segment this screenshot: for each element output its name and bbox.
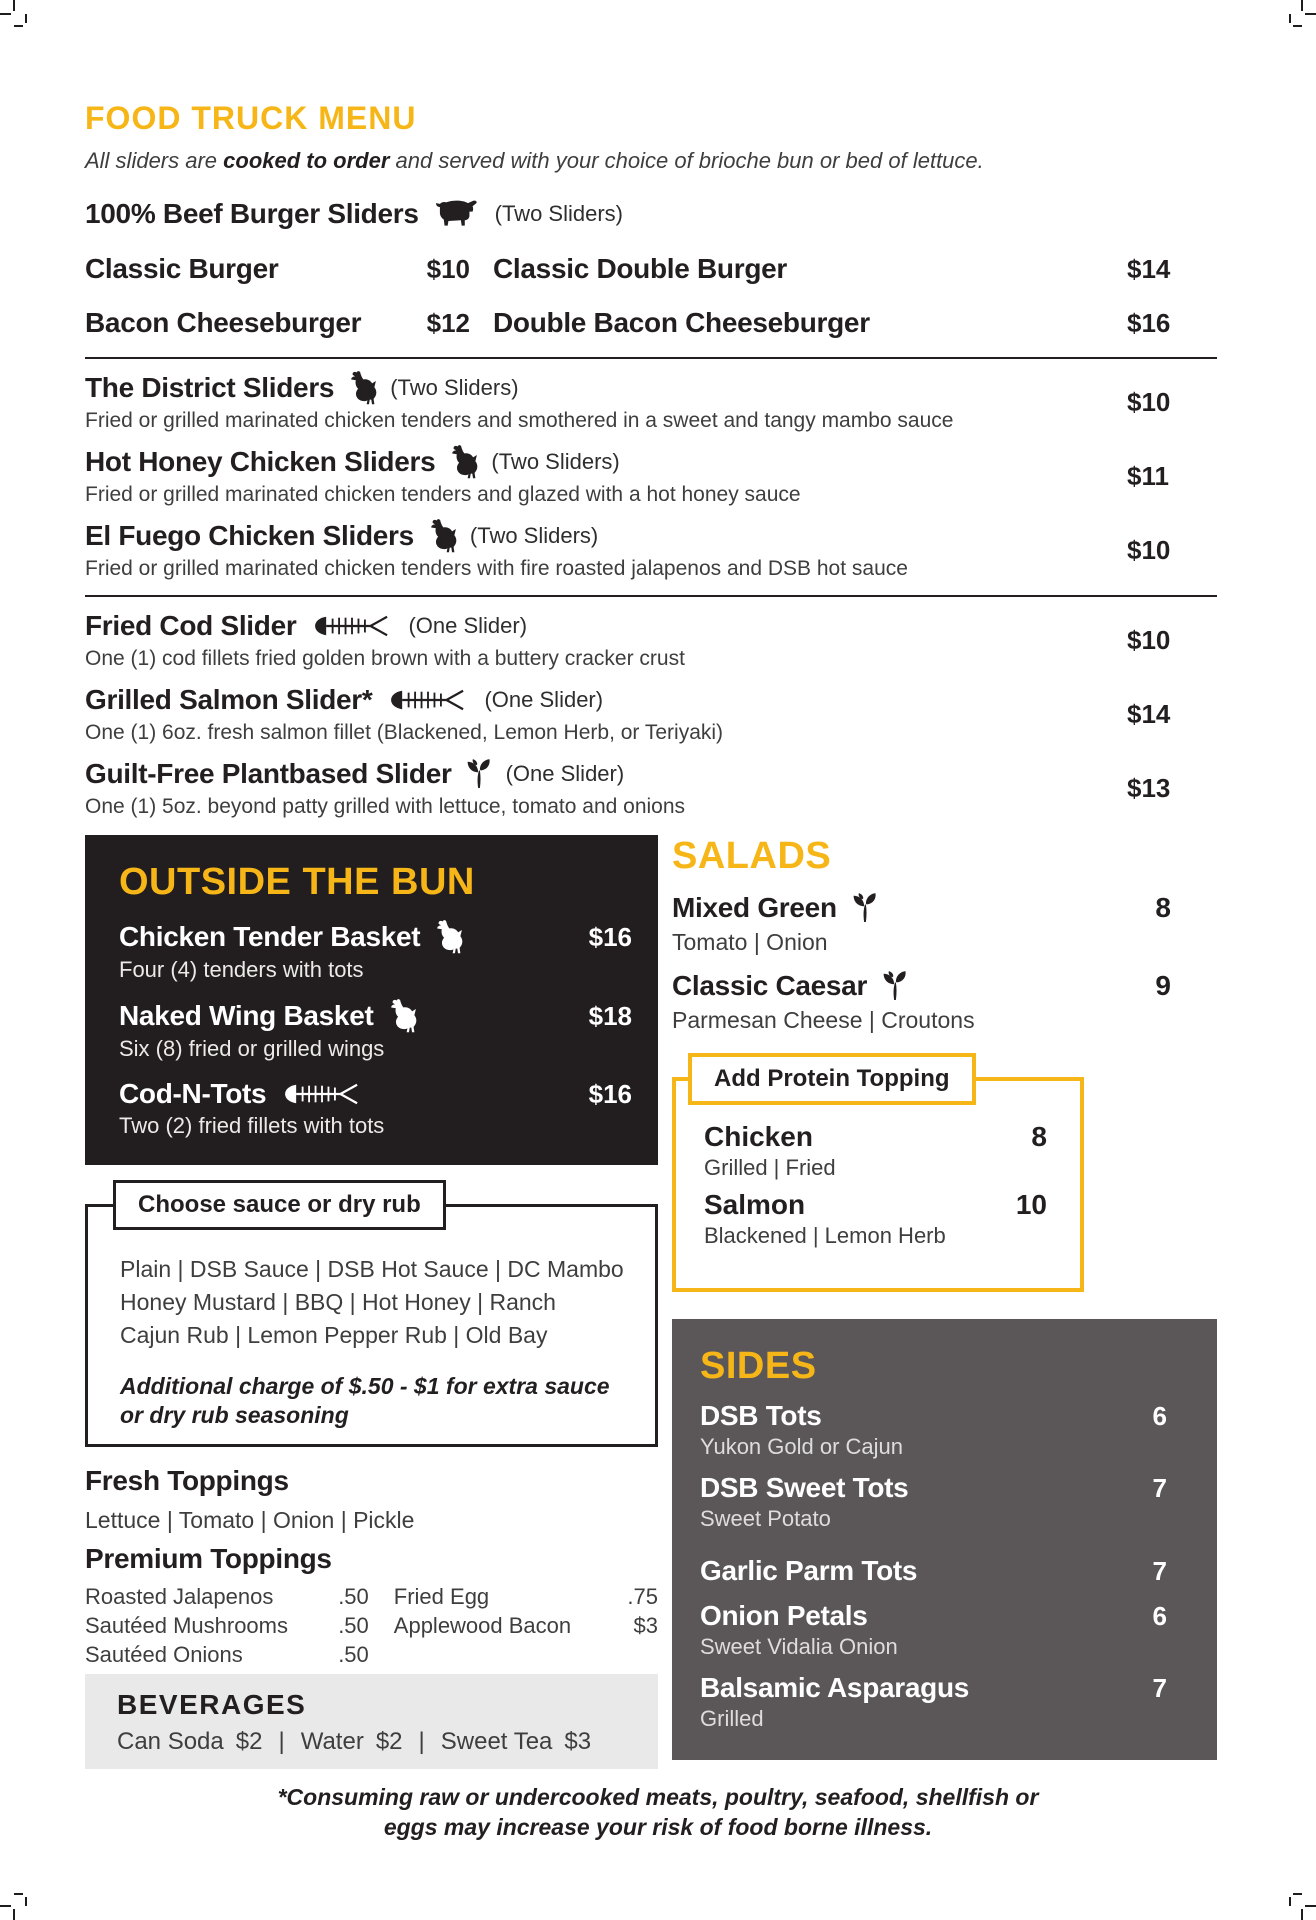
serving-size: (Two Sliders): [469, 523, 599, 548]
topping-name: Applewood Bacon: [393, 1613, 572, 1638]
item-price: 6: [1152, 1400, 1167, 1431]
sauce-section: [85, 1191, 658, 1447]
item-description: Yukon Gold or Cajun: [700, 1434, 904, 1459]
item-price: $12: [426, 308, 470, 338]
list-divider: |: [278, 1728, 285, 1755]
menu-content: [85, 100, 1217, 1769]
plant-icon: [851, 892, 879, 924]
item-description: One (1) 6oz. fresh salmon fillet (Blackened, Lemon Herb, or Teriyaki): [85, 721, 724, 744]
section-beef-header: [85, 197, 1217, 231]
plant-icon: [465, 758, 493, 790]
panel-title: SIDES: [700, 1345, 817, 1387]
item-name: Mixed Green: [672, 892, 837, 923]
disclaimer-line-1: *Consuming raw or undercooked meats, poultry, seafood, shellfish or: [277, 1784, 1039, 1810]
item-description: Blackened | Lemon Herb: [704, 1223, 946, 1248]
item-name: Onion Petals: [700, 1600, 868, 1631]
sides-panel: [672, 1319, 1217, 1760]
item-price: 10: [1015, 1189, 1047, 1220]
crop-mark-top-right: [1282, 0, 1316, 34]
tagline-bold: cooked to order: [223, 148, 390, 173]
sauce-options-line: Plain | DSB Sauce | DSB Hot Sauce | DC Mambo: [120, 1256, 624, 1282]
topping-price: .75: [627, 1584, 658, 1609]
menu-item: [85, 445, 1217, 507]
chicken-icon: [347, 371, 377, 405]
item-name: Fried Cod Slider: [85, 610, 297, 641]
crop-mark-bottom-left: [0, 1886, 34, 1920]
item-name: El Fuego Chicken Sliders: [85, 520, 414, 551]
item-description: Six (8) fried or grilled wings: [119, 1036, 385, 1061]
item-name: Cod-N-Tots: [119, 1078, 267, 1109]
item-price: $13: [1127, 772, 1171, 803]
lower-region: [85, 835, 1217, 1769]
consumption-disclaimer: [0, 1782, 1316, 1842]
crop-mark-bottom-right: [1282, 1886, 1316, 1920]
topping-name: Sautéed Mushrooms: [85, 1613, 288, 1638]
topping-name: Roasted Jalapenos: [85, 1584, 274, 1609]
topping-price: $3: [633, 1613, 658, 1638]
item-description: Four (4) tenders with tots: [119, 957, 364, 982]
item-price: 7: [1152, 1555, 1167, 1586]
sauce-box-label: Choose sauce or dry rub: [113, 1180, 446, 1230]
menu-item: [700, 1600, 1167, 1659]
item-price: 9: [1155, 970, 1171, 1001]
premium-toppings-title: Premium Toppings: [85, 1543, 332, 1574]
menu-item: [85, 307, 470, 341]
item-name: Garlic Parm Tots: [700, 1555, 918, 1586]
item-description: Sweet Vidalia Onion: [700, 1634, 898, 1659]
beverage-name: Water: [300, 1728, 364, 1755]
item-name: Chicken: [704, 1121, 813, 1152]
fishbone-icon: [385, 688, 471, 712]
topping-row: [85, 1582, 369, 1611]
fishbone-icon: [309, 614, 395, 638]
item-price: 6: [1152, 1600, 1167, 1631]
tagline: All sliders are cooked to order and served with your choice of brioche bun or bed of lettuce.: [85, 148, 984, 173]
item-price: 7: [1152, 1472, 1167, 1503]
topping-name: Sautéed Onions: [85, 1642, 243, 1667]
item-price: $16: [588, 1078, 632, 1109]
fresh-toppings-title: Fresh Toppings: [85, 1465, 289, 1496]
disclaimer-line-2: eggs may increase your risk of food borne illness.: [383, 1814, 933, 1840]
divider: [85, 595, 1217, 597]
topping-row: [85, 1640, 369, 1669]
item-description: Two (2) fried fillets with tots: [119, 1113, 385, 1138]
item-name: Naked Wing Basket: [119, 1000, 374, 1031]
serving-size: (One Slider): [484, 687, 604, 712]
menu-item: [85, 757, 1217, 819]
fishbone-icon: [279, 1082, 365, 1106]
serving-size: (Two Sliders): [390, 375, 519, 400]
plant-icon: [881, 970, 909, 1002]
menu-item: [85, 253, 470, 287]
item-price: $18: [588, 1000, 632, 1031]
section-title: 100% Beef Burger Sliders: [85, 198, 419, 229]
menu-item: [700, 1400, 1167, 1459]
menu-item: [119, 999, 632, 1061]
item-name: Grilled Salmon Slider*: [85, 684, 373, 715]
item-price: 7: [1152, 1672, 1167, 1703]
item-name: The District Sliders: [85, 372, 335, 403]
item-price: $16: [1127, 308, 1171, 338]
item-price: 8: [1031, 1121, 1047, 1152]
serving-size: (Two Sliders): [494, 201, 623, 226]
sauce-box: [85, 1204, 658, 1447]
menu-item: [672, 970, 1217, 1033]
item-price: $10: [1127, 386, 1171, 417]
sauce-options-line: Honey Mustard | BBQ | Hot Honey | Ranch: [120, 1289, 556, 1315]
page-title: FOOD TRUCK MENU: [85, 100, 417, 136]
item-description: One (1) cod fillets fried golden brown with a buttery cracker crust: [85, 647, 685, 670]
item-name: Salmon: [704, 1189, 806, 1220]
topping-name: Fried Egg: [393, 1584, 490, 1609]
panel-title: BEVERAGES: [117, 1689, 307, 1720]
chicken-icon: [387, 999, 417, 1033]
beverages-panel: [85, 1674, 658, 1769]
chicken-icon: [433, 920, 463, 954]
item-price: $10: [1127, 624, 1171, 655]
cow-icon: [433, 200, 481, 228]
item-description: Fried or grilled marinated chicken tenders with fire roasted jalapenos and DSB hot sauce: [85, 557, 908, 580]
item-name: Double Bacon Cheeseburger: [493, 307, 870, 338]
premium-toppings-grid: [85, 1582, 658, 1669]
menu-item: [700, 1555, 1167, 1587]
beverage-name: Can Soda: [117, 1728, 224, 1755]
menu-item: [704, 1189, 1047, 1249]
item-name: Bacon Cheeseburger: [85, 307, 362, 338]
item-price: $10: [426, 254, 470, 284]
serving-size: (Two Sliders): [491, 449, 620, 474]
item-price: $14: [1127, 254, 1171, 284]
topping-price: .50: [338, 1642, 369, 1667]
beverage-price: $3: [564, 1728, 592, 1755]
menu-item: [493, 307, 1217, 341]
item-description: Grilled: [700, 1706, 764, 1731]
crop-mark-top-left: [0, 0, 34, 34]
item-name: Guilt-Free Plantbased Slider: [85, 758, 452, 789]
topping-price: .50: [338, 1613, 369, 1638]
item-price: $14: [1127, 698, 1171, 729]
panel-title: OUTSIDE THE BUN: [119, 861, 475, 903]
menu-item: [119, 1078, 632, 1138]
serving-size: (One Slider): [505, 761, 625, 786]
item-description: Parmesan Cheese | Croutons: [672, 1007, 975, 1033]
divider: [85, 357, 1217, 359]
chicken-icon: [448, 445, 478, 479]
beverages-list: [117, 1728, 626, 1756]
sauce-options-line: Cajun Rub | Lemon Pepper Rub | Old Bay: [120, 1322, 548, 1348]
fresh-toppings-list: Lettuce | Tomato | Onion | Pickle: [85, 1507, 415, 1533]
item-description: Fried or grilled marinated chicken tenders and smothered in a sweet and tangy mambo sauce: [85, 409, 954, 432]
item-name: Chicken Tender Basket: [119, 921, 421, 952]
menu-item: [85, 683, 1217, 745]
item-price: $10: [1127, 534, 1171, 565]
menu-item: [700, 1472, 1167, 1531]
protein-box: [672, 1077, 1084, 1292]
sauce-surcharge-note: Additional charge of $.50 - $1 for extra sauce or dry rub seasoning: [120, 1373, 610, 1428]
menu-item: [493, 253, 1217, 287]
item-description: Sweet Potato: [700, 1506, 831, 1531]
beverage-price: $2: [235, 1728, 263, 1755]
left-column: [85, 835, 658, 1769]
item-price: $11: [1127, 460, 1169, 491]
topping-row: [394, 1611, 658, 1640]
menu-item: [704, 1121, 1047, 1181]
menu-item: [672, 892, 1217, 955]
topping-row: [394, 1582, 658, 1611]
topping-price: .50: [338, 1584, 369, 1609]
item-description: Grilled | Fried: [704, 1155, 836, 1180]
item-name: Classic Burger: [85, 253, 279, 284]
item-name: Classic Double Burger: [493, 253, 788, 284]
item-price: $16: [588, 921, 632, 952]
list-divider: |: [418, 1728, 425, 1755]
item-price: 8: [1155, 892, 1171, 923]
beverage-name: Sweet Tea: [440, 1728, 553, 1755]
menu-item: [119, 920, 632, 982]
beef-items-grid: [85, 253, 1217, 341]
menu-item: [85, 609, 1217, 671]
item-description: One (1) 5oz. beyond patty grilled with lettuce, tomato and onions: [85, 795, 686, 818]
protein-topping-section: [672, 1065, 1084, 1292]
item-description: Tomato | Onion: [672, 929, 828, 955]
item-name: Balsamic Asparagus: [700, 1672, 970, 1703]
item-name: DSB Sweet Tots: [700, 1472, 909, 1503]
topping-row: [85, 1611, 369, 1640]
protein-box-label: Add Protein Topping: [688, 1053, 976, 1105]
item-name: Classic Caesar: [672, 970, 868, 1001]
outside-the-bun-panel: [85, 835, 658, 1165]
chicken-icon: [427, 519, 457, 553]
item-description: Fried or grilled marinated chicken tenders and glazed with a hot honey sauce: [85, 483, 801, 506]
menu-item: [85, 371, 1217, 433]
item-name: Hot Honey Chicken Sliders: [85, 446, 436, 477]
serving-size: (One Slider): [408, 613, 528, 638]
salads-title: SALADS: [672, 835, 832, 877]
item-name: DSB Tots: [700, 1400, 822, 1431]
beverage-price: $2: [375, 1728, 403, 1755]
menu-item: [85, 519, 1217, 581]
menu-item: [700, 1672, 1167, 1731]
right-column: [672, 835, 1217, 1760]
